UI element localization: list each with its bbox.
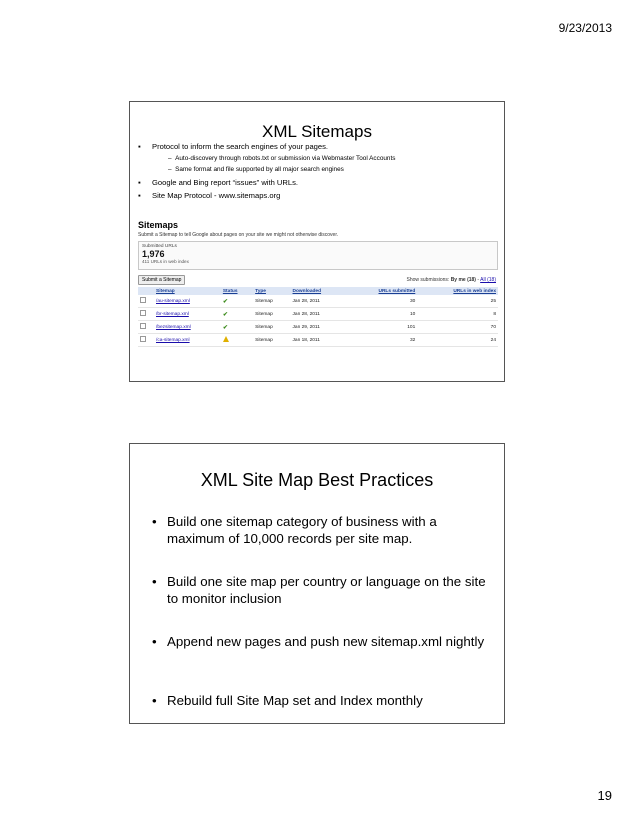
bullet-dot-icon: • — [152, 514, 157, 529]
square-bullet-icon: ▪ — [138, 178, 141, 187]
sub-bullet-item: – Same format and file supported by all major search engines — [168, 166, 344, 173]
dash-icon: – — [168, 155, 176, 162]
table-row — [138, 295, 498, 308]
row-checkbox[interactable] — [140, 336, 146, 342]
column-header[interactable]: Downloaded — [291, 287, 347, 295]
bullet-dot-icon: • — [152, 634, 157, 649]
table-row — [138, 308, 498, 321]
slide-title: XML Sitemaps — [262, 122, 372, 141]
row-checkbox[interactable] — [140, 323, 146, 329]
submitted-cell: 32 — [347, 334, 418, 347]
column-header[interactable]: Sitemap — [154, 287, 221, 295]
row-checkbox[interactable] — [140, 297, 146, 303]
square-bullet-icon: ▪ — [138, 191, 141, 200]
date-label: 9/23/2013 — [558, 21, 612, 35]
table-header-row — [138, 287, 498, 295]
show-all-link[interactable]: All (18) — [480, 277, 496, 283]
downloaded-cell: Jan 29, 2011 — [291, 321, 347, 334]
downloaded-cell: Jan 28, 2011 — [291, 308, 347, 321]
type-cell: Sitemap — [253, 295, 290, 308]
sitemap-link[interactable]: /br-sitemap.xml — [154, 308, 221, 321]
submitted-cell: 30 — [347, 295, 418, 308]
table-row — [138, 321, 498, 334]
type-cell: Sitemap — [253, 308, 290, 321]
warning-icon — [223, 336, 229, 342]
indexed-cell: 8 — [417, 308, 498, 321]
bullet-dot-icon: • — [152, 693, 157, 708]
submitted-urls-count: 1,976 — [142, 249, 165, 259]
sitemap-link[interactable]: /ca-sitemap.xml — [154, 334, 221, 347]
page-number: 19 — [597, 788, 612, 803]
sitemap-link[interactable]: /bezsitemap.xml — [154, 321, 221, 334]
submitted-urls-box — [138, 241, 498, 270]
slide-best-practices — [129, 443, 505, 724]
sitemap-link[interactable]: /au-sitemap.xml — [154, 295, 221, 308]
bullet-item: • Build one sitemap category of business with a maximum of 10,000 records per site map. — [152, 514, 437, 546]
submitted-urls-label: Submitted URLs — [142, 244, 177, 249]
checkmark-icon: ✔ — [222, 298, 228, 305]
type-cell: Sitemap — [253, 321, 290, 334]
submitted-cell: 101 — [347, 321, 418, 334]
sitemaps-heading: Sitemaps — [138, 220, 179, 230]
submit-sitemap-button[interactable]: Submit a Sitemap — [138, 275, 185, 285]
checkmark-icon: ✔ — [222, 311, 228, 318]
bullet-item: ▪ Google and Bing report “issues” with URLs. — [138, 178, 299, 187]
sitemaps-table — [138, 287, 498, 347]
downloaded-cell: Jan 28, 2011 — [291, 295, 347, 308]
show-mine: By me (18) — [450, 277, 476, 283]
table-row — [138, 334, 498, 347]
row-checkbox[interactable] — [140, 310, 146, 316]
sitemaps-description: Submit a Sitemap to tell Google about pages on your site we might not otherwise discover. — [138, 232, 339, 238]
type-cell: Sitemap — [253, 334, 290, 347]
submitted-cell: 10 — [347, 308, 418, 321]
bullet-dot-icon: • — [152, 574, 157, 589]
bullet-item: • Append new pages and push new sitemap.xml nightly — [152, 634, 485, 649]
slide-title: XML Site Map Best Practices — [200, 470, 434, 490]
column-header[interactable]: URLs submitted — [347, 287, 418, 295]
column-header[interactable]: Type — [253, 287, 290, 295]
square-bullet-icon: ▪ — [138, 142, 141, 151]
show-submissions: Show submissions: By me (18) - All (18) — [406, 277, 496, 283]
dash-icon: – — [168, 166, 176, 173]
bullet-item: ▪ Site Map Protocol - www.sitemaps.org — [138, 191, 281, 200]
indexed-cell: 24 — [417, 334, 498, 347]
bullet-item: ▪ Protocol to inform the search engines of your pages. — [138, 142, 329, 151]
bullet-item: • Build one site map per country or language on the site to monitor inclusion — [152, 574, 486, 606]
slide-xml-sitemaps — [129, 101, 505, 382]
sitemaps-screenshot — [138, 220, 498, 347]
bullet-item: • Rebuild full Site Map set and Index monthly — [152, 693, 423, 708]
column-header[interactable]: Status — [221, 287, 253, 295]
column-header[interactable]: URLs in web index — [417, 287, 498, 295]
downloaded-cell: Jan 18, 2011 — [291, 334, 347, 347]
checkmark-icon: ✔ — [222, 324, 228, 331]
indexed-cell: 25 — [417, 295, 498, 308]
indexed-cell: 70 — [417, 321, 498, 334]
sub-bullet-item: – Auto-discovery through robots.txt or submission via Webmaster Tool Accounts — [168, 155, 396, 162]
indexed-urls-text: 411 URLs in web index — [142, 259, 189, 264]
